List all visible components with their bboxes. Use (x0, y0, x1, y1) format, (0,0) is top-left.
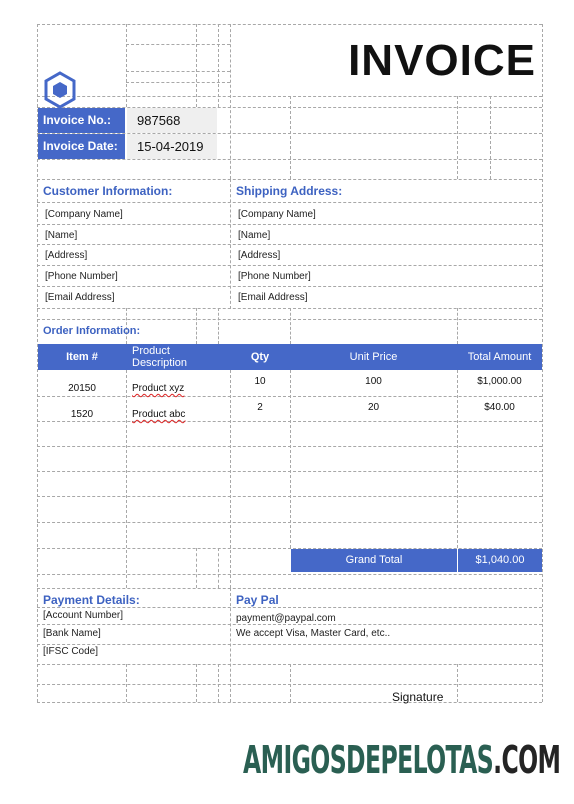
row1-total[interactable]: $1,000.00 (477, 376, 522, 387)
row1-unit-price[interactable]: 100 (365, 376, 382, 387)
invoice-number-value[interactable]: 987568 (127, 108, 217, 133)
shipping-phone-field[interactable]: [Phone Number] (238, 271, 311, 282)
bank-name-field[interactable]: [Bank Name] (43, 628, 101, 639)
invoice-sheet (37, 24, 542, 702)
customer-info-heading: Customer Information: (43, 184, 173, 198)
watermark-tld: .COM (493, 738, 561, 782)
customer-address-field[interactable]: [Address] (45, 250, 88, 261)
row1-item[interactable]: 20150 (68, 383, 96, 394)
paypal-note: We accept Visa, Master Card, etc.. (236, 628, 391, 639)
ifsc-code-field[interactable]: [IFSC Code] (43, 646, 99, 657)
company-logo-icon (43, 71, 77, 109)
shipping-name-field[interactable]: [Name] (238, 230, 271, 241)
row2-qty[interactable]: 2 (257, 402, 263, 413)
row2-item[interactable]: 1520 (70, 409, 94, 420)
customer-company-field[interactable]: [Company Name] (45, 209, 123, 220)
order-info-heading: Order Information: (43, 325, 141, 337)
row1-qty[interactable]: 10 (254, 376, 266, 387)
account-number-field[interactable]: [Account Number] (43, 610, 124, 621)
paypal-heading: Pay Pal (236, 593, 279, 607)
invoice-date-value[interactable]: 15-04-2019 (127, 134, 217, 159)
row2-unit-price[interactable]: 20 (367, 402, 380, 413)
watermark (243, 738, 560, 782)
customer-phone-field[interactable]: [Phone Number] (45, 271, 118, 282)
invoice-title: INVOICE (348, 36, 536, 85)
row1-description[interactable]: Product xyz (132, 383, 185, 394)
shipping-email-field[interactable]: [Email Address] (238, 292, 308, 303)
column-unit-price: Unit Price (349, 351, 398, 363)
watermark-name: AMIGOSDEPELOTAS (243, 738, 494, 782)
invoice-date-label: Invoice Date: (38, 134, 125, 159)
paypal-email[interactable]: payment@paypal.com (236, 613, 336, 624)
customer-email-field[interactable]: [Email Address] (45, 292, 115, 303)
column-item: Item # (66, 351, 98, 363)
payment-details-heading: Payment Details: (43, 593, 140, 607)
grand-total-label: Grand Total (291, 549, 457, 572)
shipping-address-field[interactable]: [Address] (238, 250, 281, 261)
grand-total-value: $1,040.00 (458, 549, 542, 572)
column-qty: Qty (250, 351, 270, 363)
column-total-amount: Total Amount (467, 351, 532, 363)
invoice-number-label: Invoice No.: (38, 108, 125, 133)
shipping-address-heading: Shipping Address: (236, 184, 343, 198)
row2-description[interactable]: Product abc (132, 409, 186, 420)
signature-label: Signature (392, 690, 444, 704)
column-description: Product Description (132, 345, 188, 369)
row2-total[interactable]: $40.00 (484, 402, 515, 413)
customer-name-field[interactable]: [Name] (45, 230, 78, 241)
shipping-company-field[interactable]: [Company Name] (238, 209, 316, 220)
